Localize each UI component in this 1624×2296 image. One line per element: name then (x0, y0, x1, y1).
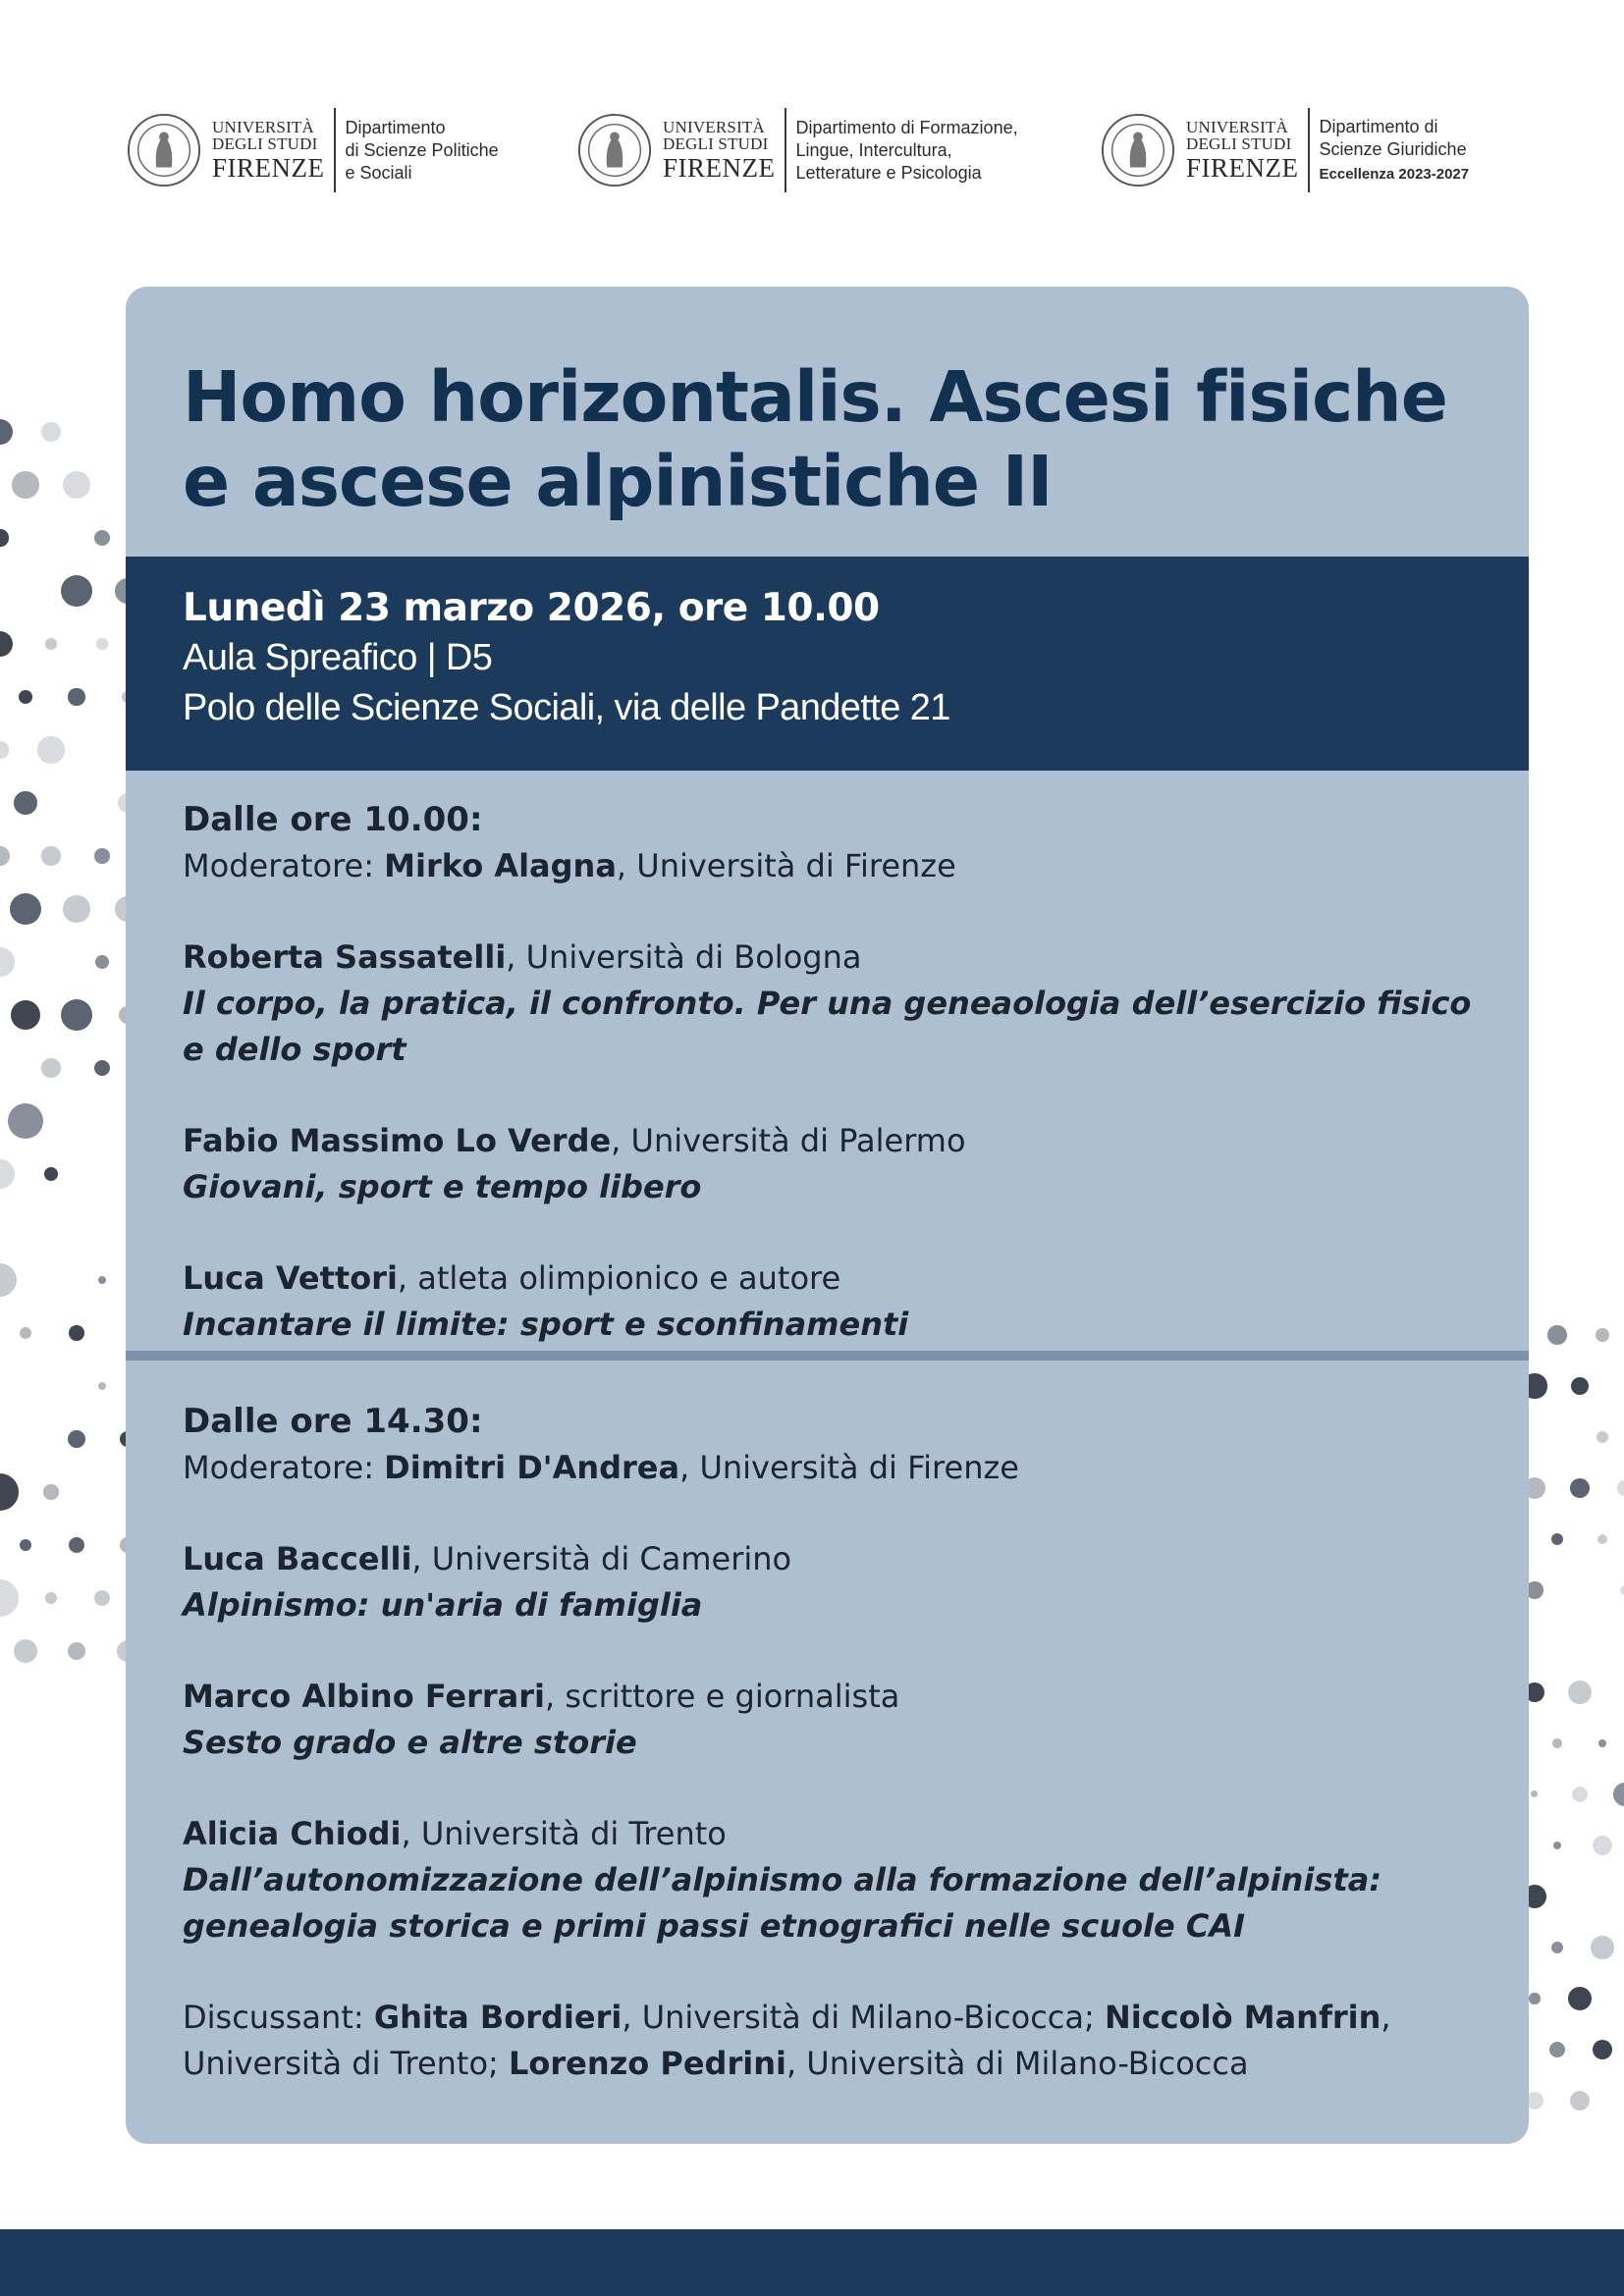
speaker-line (183, 1811, 1498, 1857)
decorative-dot (44, 1167, 58, 1181)
talk-title: Incantare il limite: sport e sconfinamenti (183, 1306, 909, 1343)
decorative-dot (45, 638, 58, 651)
speaker-affiliation: , scrittore e giornalista (545, 1678, 900, 1715)
logo-university-line3: FIRENZE (663, 153, 776, 183)
decorative-dot (1547, 1325, 1566, 1344)
decorative-dot (1591, 1936, 1613, 1958)
decorative-dots-right (1512, 1335, 1624, 2199)
footer-bar (0, 2229, 1624, 2296)
logo-university-line2: DEGLI STUDI (663, 134, 769, 153)
logo-university-line3: FIRENZE (1186, 153, 1299, 183)
decorative-dot (43, 1484, 58, 1499)
logo-university-line1: UNIVERSITÀ (1186, 118, 1288, 136)
decorative-dot (1568, 1681, 1593, 1705)
discussant-affiliation: , Università di Milano-Bicocca; (622, 1999, 1105, 2036)
university-seal-icon (576, 112, 653, 188)
speaker-line (183, 1118, 1498, 1164)
talk-title: Il corpo, la pratica, il confronto. Per una geneaologia dell’esercizio fisico e dello sport (183, 985, 1472, 1068)
decorative-dot (61, 999, 92, 1031)
decorative-dot (0, 631, 13, 658)
decorative-dot (68, 1642, 86, 1661)
decorative-dot (63, 895, 89, 922)
discussant-name: Lorenzo Pedrini (508, 2045, 786, 2082)
decorative-dot (41, 846, 60, 865)
decorative-dot (1597, 1534, 1607, 1544)
speaker-name: Fabio Massimo Lo Verde (183, 1122, 612, 1159)
speaker-line (183, 1255, 1498, 1302)
decorative-dot (1553, 1842, 1561, 1849)
decorative-dot (10, 893, 41, 925)
decorative-dot (94, 1060, 110, 1076)
speaker-line (183, 934, 1498, 981)
decorative-dot (1617, 1480, 1624, 1496)
event-info-band (126, 557, 1529, 771)
discussant-label: Discussant: (183, 1999, 374, 2036)
talk-title: Giovani, sport e tempo libero (183, 1168, 702, 1205)
moderator-label: Moderatore: (183, 1449, 385, 1486)
decorative-dot (1570, 2091, 1591, 2111)
logo-university-line3: FIRENZE (212, 153, 325, 183)
moderator-label: Moderatore: (183, 847, 385, 884)
session-heading: Dalle ore 14.30: (183, 1402, 483, 1441)
logo-divider (785, 108, 786, 192)
decorative-dot (11, 1000, 41, 1031)
speaker-name: Alicia Chiodi (183, 1815, 402, 1852)
decorative-dot (94, 1590, 111, 1607)
speaker-name: Roberta Sassatelli (183, 938, 507, 976)
decorative-dot (37, 736, 64, 763)
decorative-dot (63, 471, 90, 499)
moderator-affiliation: , Università di Firenze (679, 1449, 1019, 1486)
decorative-dots-left (0, 432, 137, 1757)
logo-department-name: Dipartimento di Formazione, Lingue, Intercultura, Letterature e Psicologia (795, 117, 1018, 183)
decorative-dot (0, 947, 15, 976)
session-heading: Dalle ore 10.00: (183, 800, 483, 839)
discussant-affiliation: , Università di Trento; (183, 1999, 1391, 2082)
decorative-dot (1597, 1431, 1609, 1444)
logo-department-name: Dipartimento di Scienze Politiche e Sociali (345, 117, 499, 183)
excellence-label: Eccellenza 2023-2027 (1319, 165, 1470, 183)
moderator-name: Mirko Alagna (384, 847, 617, 884)
moderator-name: Dimitri D'Andrea (384, 1449, 680, 1486)
afternoon-session (183, 1399, 1498, 2087)
speaker-line (183, 1674, 1498, 1720)
decorative-dot (14, 1639, 37, 1663)
decorative-dot (68, 688, 84, 705)
moderator-affiliation: , Università di Firenze (616, 847, 956, 884)
decorative-dot (61, 575, 93, 608)
talk-title: Alpinismo: un'aria di famiglia (183, 1586, 703, 1624)
event-title: Homo horizontalis. Ascesi fisiche e ascese alpinistiche II (183, 356, 1447, 522)
university-seal-icon (126, 112, 202, 188)
decorative-dot (41, 1058, 61, 1078)
logo-department-name: Dipartimento di Scienze Giuridiche (1319, 116, 1467, 159)
decorative-dot (0, 419, 13, 446)
decorative-dot (12, 471, 39, 499)
decorative-dot (20, 1327, 31, 1339)
decorative-dot (68, 1430, 86, 1449)
decorative-dot (1552, 1738, 1562, 1748)
decorative-dot (1551, 1533, 1564, 1546)
speaker-affiliation: , Università di Camerino (411, 1540, 792, 1577)
decorative-dot (1593, 1836, 1612, 1855)
speaker-affiliation: , Università di Trento (401, 1815, 727, 1852)
decorative-dot (96, 638, 107, 649)
decorative-dot (1570, 1478, 1591, 1499)
decorative-dot (1613, 1783, 1624, 1806)
decorative-dot (0, 1159, 15, 1190)
speaker-affiliation: , Università di Palermo (611, 1122, 966, 1159)
decorative-dot (94, 530, 110, 546)
decorative-dot (94, 848, 109, 863)
talk-title: Dall’autonomizzazione dell’alpinismo alla formazione dell’alpinista: genealogia storica e primi passi etnografici nelle scuole CAI (183, 1861, 1382, 1945)
decorative-dot (14, 791, 37, 815)
speaker-name: Marco Albino Ferrari (183, 1678, 545, 1715)
decorative-dot (45, 1592, 56, 1603)
logo-university-line1: UNIVERSITÀ (663, 118, 765, 136)
decorative-dot (20, 1539, 31, 1551)
decorative-dot (69, 1537, 84, 1553)
logo-divider (334, 108, 336, 192)
logo-university-line2: DEGLI STUDI (1186, 134, 1292, 153)
logo-university-line1: UNIVERSITÀ (212, 118, 314, 136)
moderator-line (183, 1445, 1498, 1491)
logo-department-block (1320, 93, 1470, 208)
decorative-dot (0, 741, 9, 758)
moderator-line (183, 843, 1498, 889)
speaker-affiliation: , Università di Bologna (506, 938, 862, 976)
logo-divider (1308, 108, 1310, 192)
event-address: Polo delle Scienze Sociali, via delle Pandette 21 (183, 687, 950, 728)
talk-title: Sesto grado e altre storie (183, 1724, 637, 1761)
logo-scienze-giuridiche (1100, 106, 1469, 194)
speaker-name: Luca Baccelli (183, 1540, 412, 1577)
decorative-dot (0, 846, 10, 866)
decorative-dot (0, 1263, 17, 1298)
decorative-dot (1598, 1739, 1606, 1747)
decorative-dot (1568, 1987, 1592, 2010)
logo-formazione (576, 106, 1018, 194)
decorative-dot (1531, 1790, 1538, 1797)
university-seal-icon (1100, 112, 1176, 188)
decorative-dot (0, 529, 9, 546)
session-divider (126, 1351, 1529, 1361)
decorative-dot (1571, 1377, 1590, 1396)
decorative-dot (69, 1325, 84, 1341)
decorative-dot (1572, 1787, 1588, 1802)
decorative-dot (19, 690, 33, 705)
decorative-dot (95, 955, 109, 969)
decorative-dot (1529, 1993, 1540, 2003)
decorative-dot (1593, 2040, 1612, 2059)
decorative-dot (1549, 2042, 1565, 2057)
speaker-name: Luca Vettori (183, 1259, 398, 1297)
event-room: Aula Spreafico | D5 (183, 637, 493, 678)
decorative-dot (1620, 1585, 1624, 1595)
event-card (126, 287, 1529, 2144)
discussant-name: Niccolò Manfrin (1104, 1999, 1381, 2036)
speaker-line (183, 1536, 1498, 1582)
logo-university-line2: DEGLI STUDI (212, 134, 318, 153)
discussant-affiliation: , Università di Milano-Bicocca (785, 2045, 1249, 2082)
decorative-dot (1596, 1328, 1610, 1343)
morning-session (183, 797, 1498, 1348)
header-logos (0, 106, 1624, 194)
speaker-affiliation: , atleta olimpionico e autore (397, 1259, 841, 1297)
decorative-dot (98, 1382, 106, 1390)
event-date-time: Lunedì 23 marzo 2026, ore 10.00 (183, 586, 880, 630)
decorative-dot (0, 1579, 19, 1616)
decorative-dot (8, 1103, 44, 1140)
discussants-line (183, 1995, 1498, 2087)
decorative-dot (98, 1276, 106, 1284)
decorative-dot (0, 1473, 19, 1511)
discussant-name: Ghita Bordieri (373, 1999, 623, 2036)
decorative-dot (41, 422, 60, 441)
logo-scienze-politiche (126, 106, 499, 194)
decorative-dot (1551, 1942, 1564, 1954)
